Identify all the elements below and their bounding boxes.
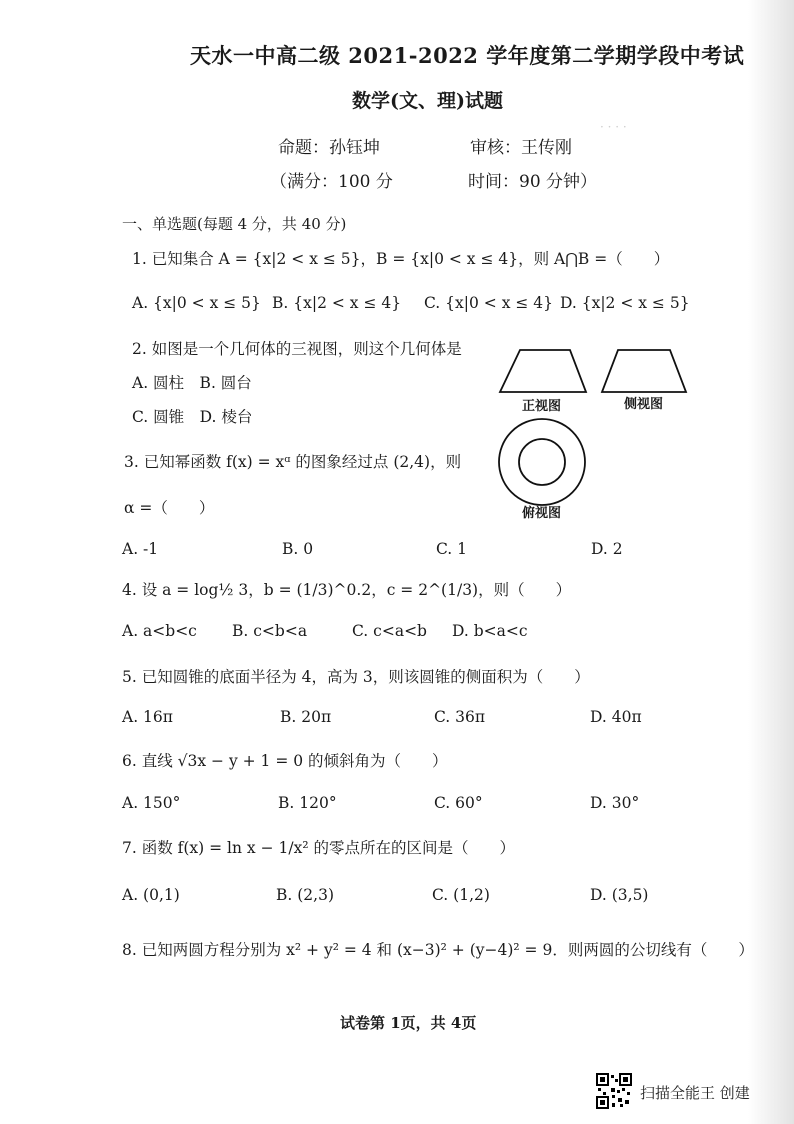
scanner-watermark: 扫描全能王 创建: [640, 1084, 750, 1102]
qr-code-icon: [596, 1073, 632, 1109]
question-4: 4. 设 a = log½ 3，b = (1/3)^0.2，c = 2^(1/3)，则（ ）: [122, 581, 572, 599]
q4-option-a: A. a<b<c: [122, 622, 197, 640]
question-3-cont: α =（ ）: [124, 499, 215, 517]
q6-option-d: D. 30°: [590, 794, 640, 812]
q7-option-b: B. (2,3): [276, 886, 334, 904]
scan-page-edge: [748, 0, 794, 1124]
q1-option-d: D. {x|2 < x ≤ 5}: [560, 294, 690, 312]
front-view-label: 正视图: [522, 399, 562, 414]
front-view-trapezoid: [500, 350, 586, 392]
q6-option-c: C. 60°: [434, 794, 483, 812]
question-2: 2. 如图是一个几何体的三视图，则这个几何体是: [132, 340, 462, 358]
q5-option-b: B. 20π: [280, 708, 332, 726]
question-3: 3. 已知幂函数 f(x) = xᵅ 的图象经过点 (2,4)，则: [124, 453, 462, 471]
question-8: 8. 已知两圆方程分别为 x² + y² = 4 和 (x−3)² + (y−4)² = 9．则两圆的公切线有（ ）: [122, 941, 754, 959]
reviewer-line: 审核：王传刚: [470, 138, 572, 158]
q2-options-cd: C. 圆锥 D. 棱台: [132, 408, 253, 426]
q5-option-a: A. 16π: [122, 708, 173, 726]
q3-option-a: A. -1: [122, 540, 159, 558]
q7-option-c: C. (1,2): [432, 886, 490, 904]
top-view-label: 俯视图: [522, 506, 562, 521]
bleed-through-text: · · · ·: [600, 120, 627, 134]
three-view-figure: [490, 340, 700, 520]
page-number: 试卷第 1页，共 4页: [340, 1014, 477, 1032]
q3-option-d: D. 2: [591, 540, 623, 558]
exam-time: 时间：90 分钟）: [468, 172, 598, 192]
q6-option-a: A. 150°: [122, 794, 181, 812]
exam-subtitle: 数学(文、理)试题: [352, 90, 503, 112]
question-1: 1. 已知集合 A = {x|2 < x ≤ 5}，B = {x|0 < x ≤ 4}，则 A⋂B =（ ）: [132, 250, 670, 268]
q3-option-c: C. 1: [436, 540, 468, 558]
author-line: 命题：孙钰坤: [278, 138, 380, 158]
full-score: （满分：100 分: [270, 172, 393, 192]
exam-title: 天水一中高二级 2021-2022 学年度第二学期学段中考试: [190, 43, 745, 68]
q4-option-d: D. b<a<c: [452, 622, 528, 640]
q5-option-c: C. 36π: [434, 708, 486, 726]
question-5: 5. 已知圆锥的底面半径为 4，高为 3，则该圆锥的侧面积为（ ）: [122, 668, 590, 686]
q1-option-b: B. {x|2 < x ≤ 4}: [272, 294, 402, 312]
q4-option-b: B. c<b<a: [232, 622, 308, 640]
q7-option-a: A. (0,1): [122, 886, 180, 904]
question-6: 6. 直线 √3x − y + 1 = 0 的倾斜角为（ ）: [122, 752, 448, 770]
q2-options-ab: A. 圆柱 B. 圆台: [132, 374, 252, 392]
top-view-inner-circle: [519, 439, 565, 485]
q4-option-c: C. c<a<b: [352, 622, 427, 640]
q6-option-b: B. 120°: [278, 794, 337, 812]
q5-option-d: D. 40π: [590, 708, 642, 726]
side-view-trapezoid: [602, 350, 686, 392]
question-7: 7. 函数 f(x) = ln x − 1/x² 的零点所在的区间是（ ）: [122, 839, 515, 857]
q1-option-c: C. {x|0 < x ≤ 4}: [424, 294, 553, 312]
top-view-outer-circle: [499, 419, 585, 505]
q3-option-b: B. 0: [282, 540, 314, 558]
side-view-label: 侧视图: [624, 397, 664, 412]
q1-option-a: A. {x|0 < x ≤ 5}: [132, 294, 261, 312]
section-heading: 一、单选题(每题 4 分，共 40 分): [122, 215, 347, 233]
q7-option-d: D. (3,5): [590, 886, 649, 904]
